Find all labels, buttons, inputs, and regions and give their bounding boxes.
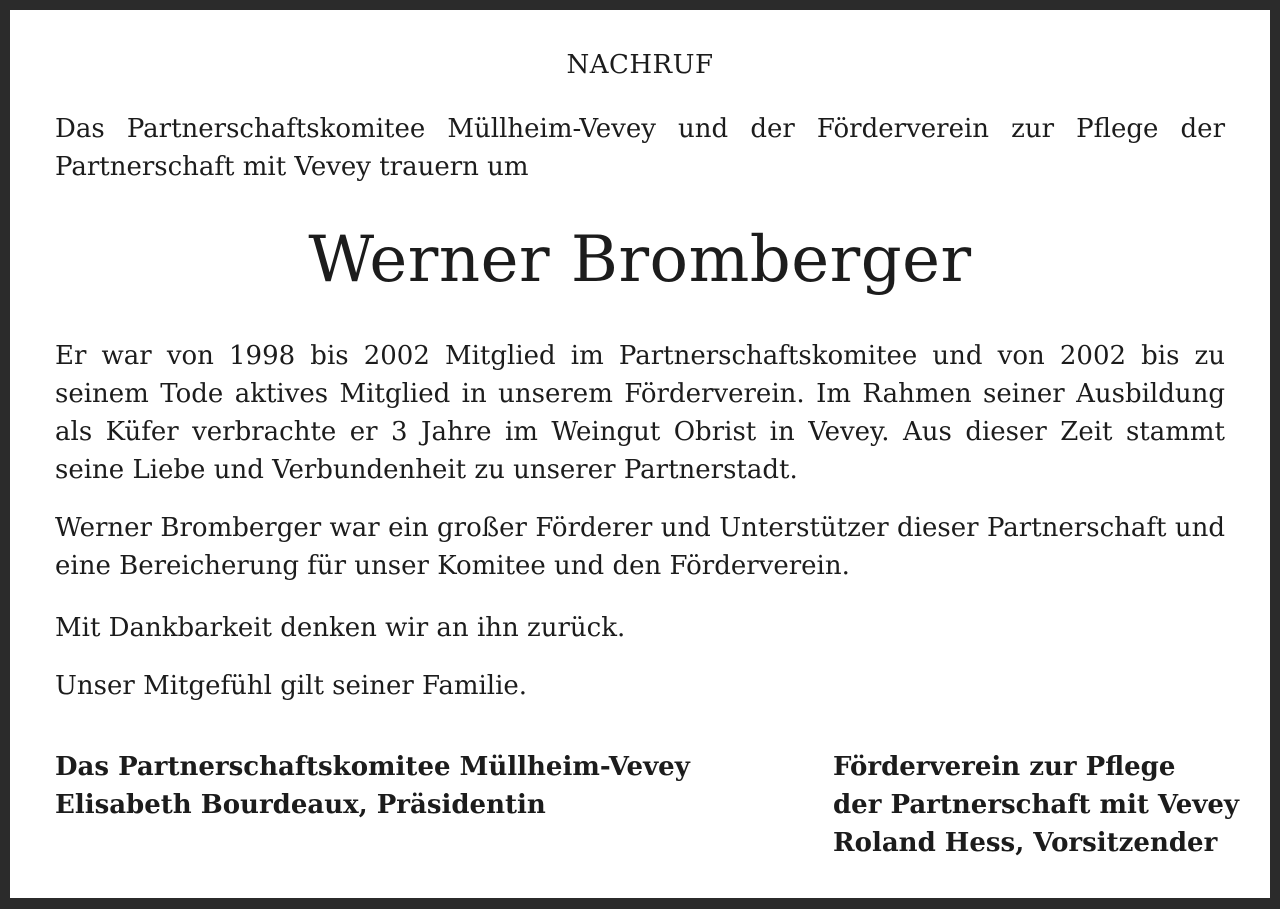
- obituary-notice: [10, 10, 1270, 898]
- signature-association: [833, 748, 1239, 862]
- signature-association-name-line2: der Partnerschaft mit Vevey: [833, 790, 1240, 820]
- paragraph-tribute: Werner Bromberger war ein großer Förderer und Unterstützer dieser Partnerschaft und eine Bereicherung für unser Komitee und den Förderverein.: [55, 513, 1225, 581]
- intro-text: Das Partnerschaftskomitee Müllheim-Vevey und der Förderverein zur Pflege der Partnerschaft mit Vevey trauern um: [55, 114, 1225, 182]
- notice-heading: NACHRUF: [566, 50, 714, 80]
- paragraph-condolence: Unser Mitgefühl gilt seiner Familie.: [55, 671, 528, 701]
- deceased-name: Werner Bromberger: [308, 223, 972, 297]
- paragraph-biography: Er war von 1998 bis 2002 Mitglied im Partnerschaftskomitee und von 2002 bis zu seinem Tode aktives Mitglied in unserem Förderverein. Im Rahmen seiner Ausbildung als Küfer verbrachte er 3 Jahre im Weingut Obrist in Vevey. Aus dieser Zeit stammt seine Liebe und Verbundenheit zu unserer Partnerstadt.: [55, 341, 1225, 485]
- signature-association-chair: Roland Hess, Vorsitzender: [833, 828, 1218, 858]
- signature-committee: [55, 748, 690, 824]
- signature-association-name-line1: Förderverein zur Pflege: [833, 752, 1176, 782]
- signature-committee-president: Elisabeth Bourdeaux, Präsidentin: [55, 790, 546, 820]
- signature-committee-name: Das Partnerschaftskomitee Müllheim-Vevey: [55, 752, 690, 782]
- paragraph-gratitude: Mit Dankbarkeit denken wir an ihn zurück.: [55, 613, 626, 643]
